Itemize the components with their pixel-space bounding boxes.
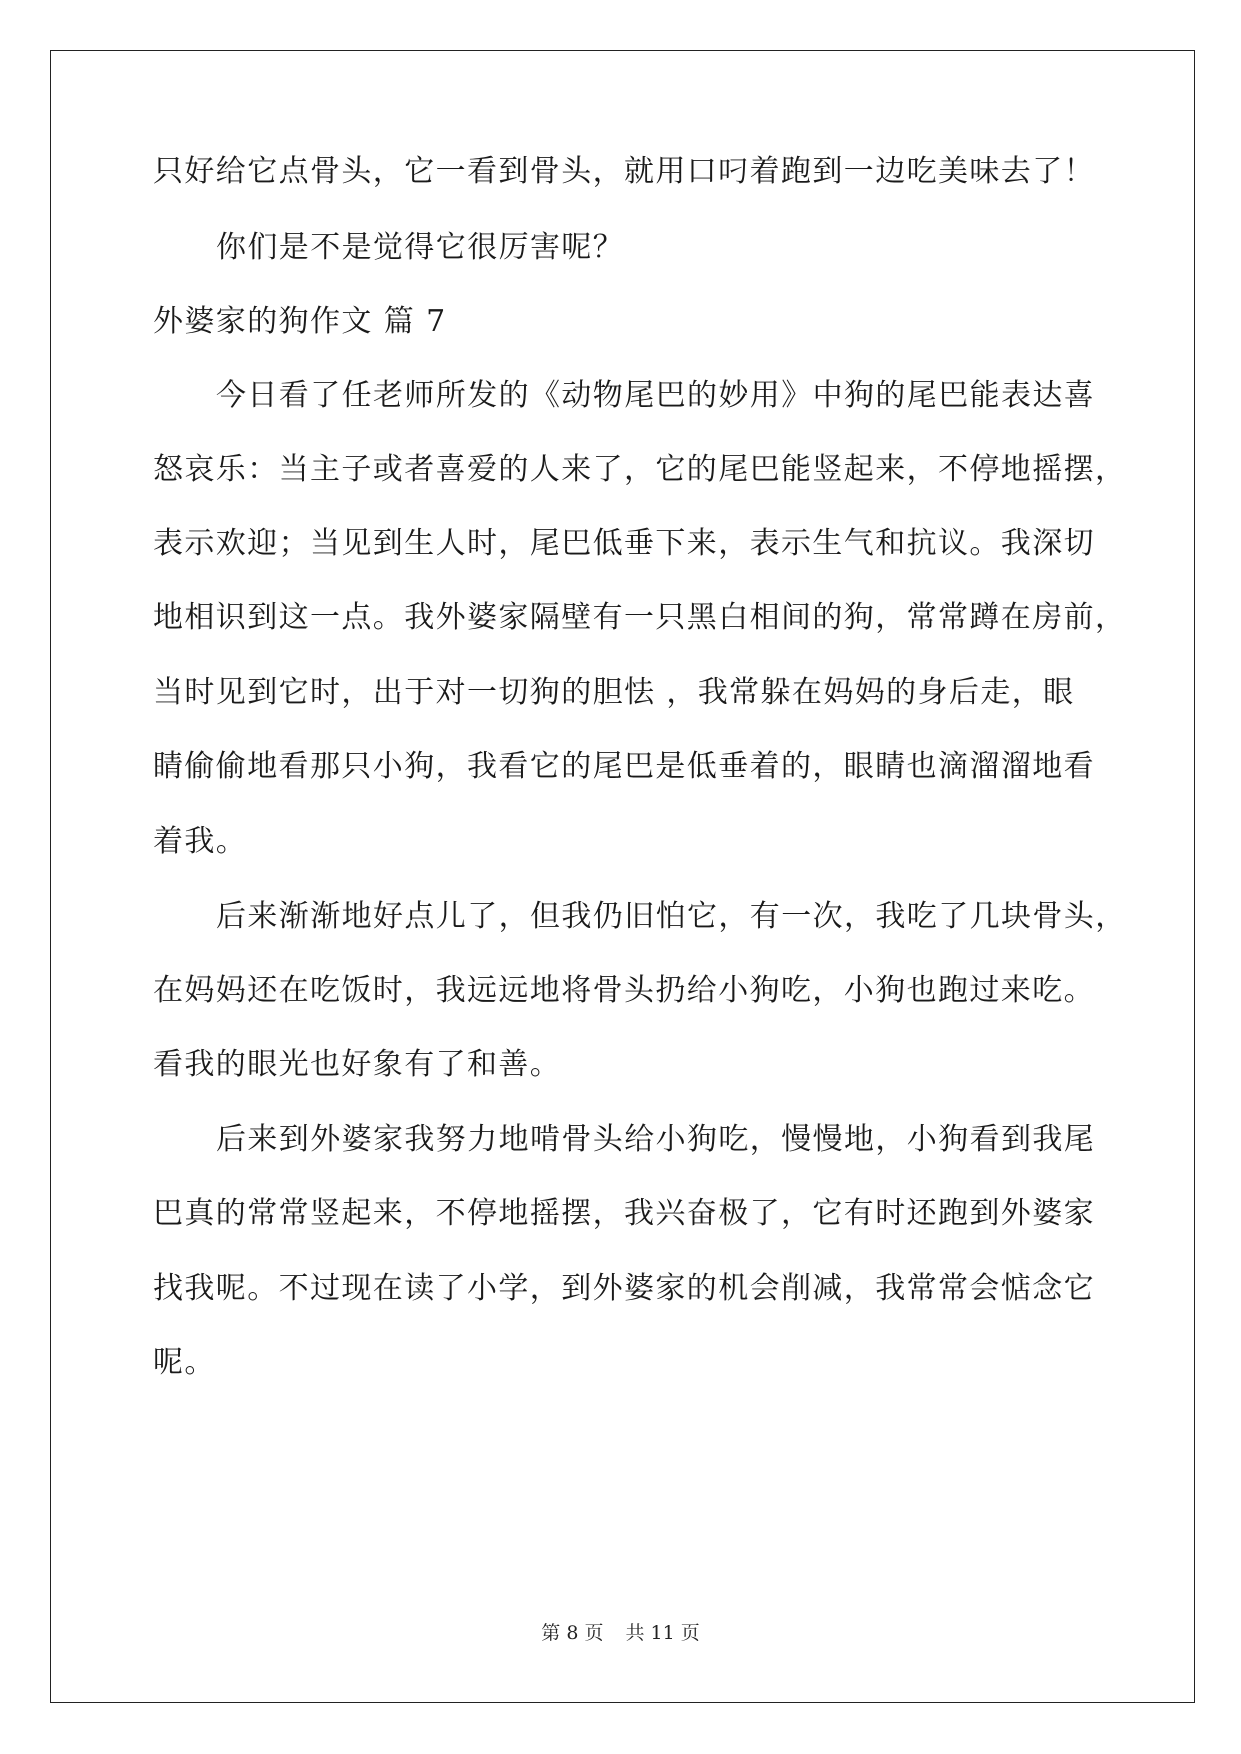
page-border [50, 50, 1195, 1703]
paragraph-line: 在妈妈还在吃饭时，我远远地将骨头扔给小狗吃，小狗也跑过来吃。 [153, 973, 1095, 1008]
paragraph-line: 怒哀乐：当主子或者喜爱的人来了，它的尾巴能竖起来，不停地摇摆， [153, 452, 1127, 487]
paragraph-line: 表示欢迎；当见到生人时，尾巴低垂下来，表示生气和抗议。我深切 [153, 526, 1095, 561]
paragraph-line: 地相识到这一点。我外婆家隔壁有一只黑白相间的狗，常常蹲在房前， [153, 600, 1127, 635]
page-total: 共 11 页 [625, 1622, 700, 1644]
paragraph-line: 后来到外婆家我努力地啃骨头给小狗吃，慢慢地，小狗看到我尾 [216, 1122, 1096, 1157]
paragraph-line: 巴真的常常竖起来，不停地摇摆，我兴奋极了，它有时还跑到外婆家 [153, 1196, 1095, 1231]
section-heading: 外婆家的狗作文 篇 7 [153, 304, 447, 339]
paragraph-line: 着我。 [153, 824, 248, 859]
paragraph-line: 看我的眼光也好象有了和善。 [153, 1047, 562, 1082]
paragraph-line: 呢。 [153, 1345, 216, 1380]
paragraph-line: 找我呢。不过现在读了小学，到外婆家的机会削减，我常常会惦念它 [153, 1271, 1095, 1306]
page-footer [0, 1620, 1241, 1646]
paragraph-line: 后来渐渐地好点儿了，但我仍旧怕它，有一次，我吃了几块骨头， [216, 899, 1127, 934]
paragraph-line: 当时见到它时，出于对一切狗的胆怯 ，我常躲在妈妈的身后走，眼 [153, 675, 1075, 710]
paragraph-line: 你们是不是觉得它很厉害呢？ [216, 230, 625, 265]
page-number: 第 8 页 [541, 1622, 604, 1644]
paragraph-line: 今日看了任老师所发的《动物尾巴的妙用》中狗的尾巴能表达喜 [216, 378, 1096, 413]
paragraph-line: 只好给它点骨头，它一看到骨头，就用口叼着跑到一边吃美味去了！ [153, 154, 1095, 189]
paragraph-line: 睛偷偷地看那只小狗，我看它的尾巴是低垂着的，眼睛也滴溜溜地看 [153, 749, 1095, 784]
